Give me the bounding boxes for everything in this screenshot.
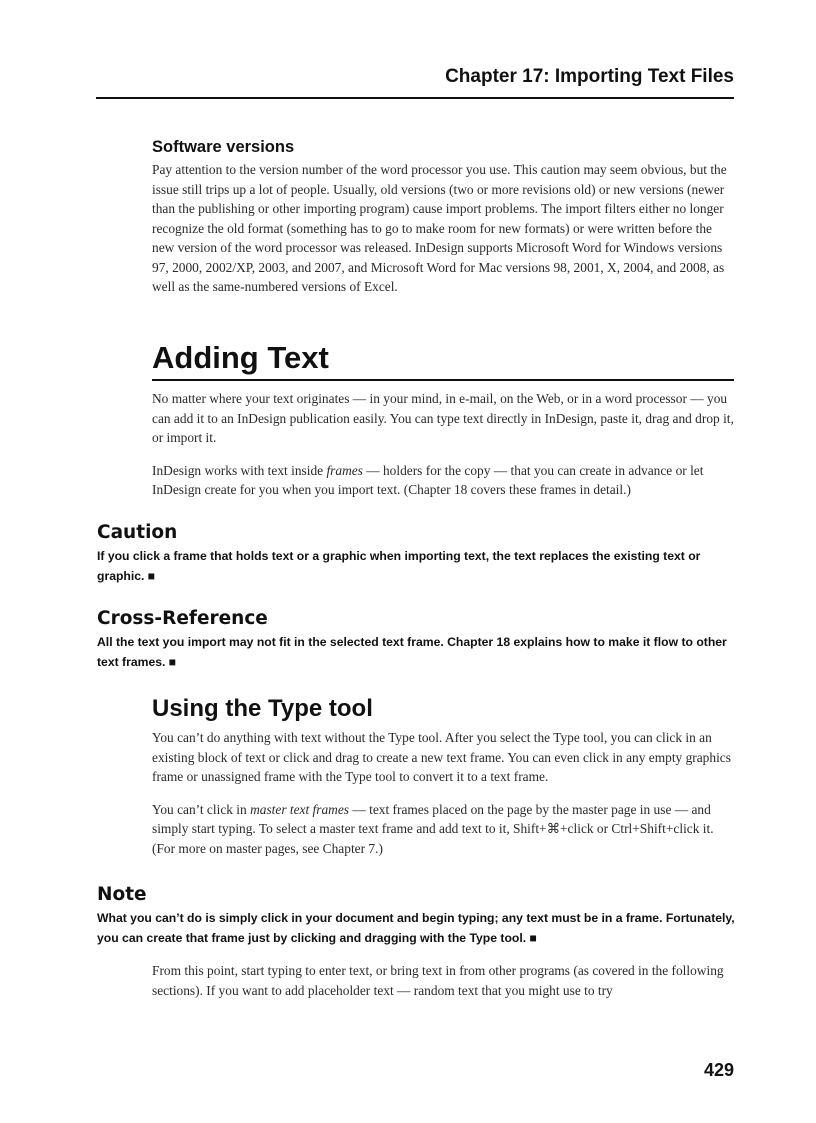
adding-text-paragraph-1: No matter where your text originates — in your mind, in e-mail, on the Web, or in a word processor — you can add it to an InDesign publication easily. You can type text directly in InDesign, paste it, drag and drop it, or import it. — [152, 391, 734, 445]
note-title: Note — [97, 884, 147, 905]
type-tool-paragraph-2 — [152, 800, 734, 859]
software-versions-section — [152, 138, 734, 297]
caution-title: Caution — [97, 522, 178, 543]
cross-reference-title: Cross-Reference — [97, 608, 268, 629]
type-tool-heading: Using the Type tool — [152, 695, 373, 722]
caution-text: If you click a frame that holds text or a graphic when importing text, the text replaces the existing text or graphic. ■ — [97, 549, 701, 583]
adding-text-p2-before: InDesign works with text inside — [152, 462, 327, 478]
adding-text-p2-after: — holders for the copy — that you can create in advance or let InDesign create for you when you import text. (Chapter 18 covers these frames in detail.) — [152, 462, 704, 497]
closing-section — [152, 961, 734, 1000]
adding-text-section — [152, 338, 734, 500]
closing-paragraph: From this point, start typing to enter text, or bring text in from other programs (as covered in the following sections). If you want to add placeholder text — random text that you might use to try — [152, 963, 724, 998]
cross-reference-text: All the text you import may not fit in the selected text frame. Chapter 18 explains how to make it flow to other text frames. ■ — [97, 635, 727, 669]
adding-text-paragraph-2 — [152, 461, 734, 500]
frames-emphasis: frames — [326, 462, 363, 478]
type-tool-paragraph-1: You can’t do anything with text without the Type tool. After you select the Type tool, you can click in an existing block of text or click and drag to create a new text frame. You can even click in any empty graphics frame or unassigned frame with the Type tool to convert it to a text frame. — [152, 730, 731, 784]
caution-box — [97, 521, 737, 586]
type-tool-section — [152, 694, 734, 858]
header-rule — [96, 97, 734, 99]
running-header: Chapter 17: Importing Text Files — [445, 66, 734, 87]
adding-text-heading: Adding Text — [152, 338, 734, 381]
software-versions-heading: Software versions — [152, 138, 295, 156]
type-tool-p2-after: — text frames placed on the page by the master page in use — and simply start typing. To select a master text frame and add text to it, Shift+⌘+click or Ctrl+Shift+click it. (For more on master pages, see Chapter 7.) — [152, 801, 714, 856]
page-number: 429 — [703, 1060, 734, 1080]
software-versions-paragraph: Pay attention to the version number of the word processor you use. This caution may seem obvious, but the issue still trips up a lot of people. Usually, old versions (two or more revisions old) or new versions (newer than the publishing or other importing program) cause import problems. The import filters either no longer recognize the old format (something has to go to make room for new formats) or were written before the new version of the word processor was released. InDesign supports Microsoft Word for Windows versions 97, 2000, 2002/XP, 2003, and 2007, and Microsoft Word for Mac versions 98, 2001, X, 2004, and 2008, as well as the same-numbered versions of Excel. — [152, 162, 727, 294]
master-text-frames-emphasis: master text frames — [250, 801, 350, 817]
note-box — [97, 883, 737, 948]
type-tool-p2-before: You can’t click in — [152, 801, 251, 817]
note-text: What you can’t do is simply click in your document and begin typing; any text must be in a frame. Fortunately, you can create that frame just by clicking and dragging with the Type tool. ■ — [97, 911, 735, 945]
cross-reference-box — [97, 607, 737, 672]
